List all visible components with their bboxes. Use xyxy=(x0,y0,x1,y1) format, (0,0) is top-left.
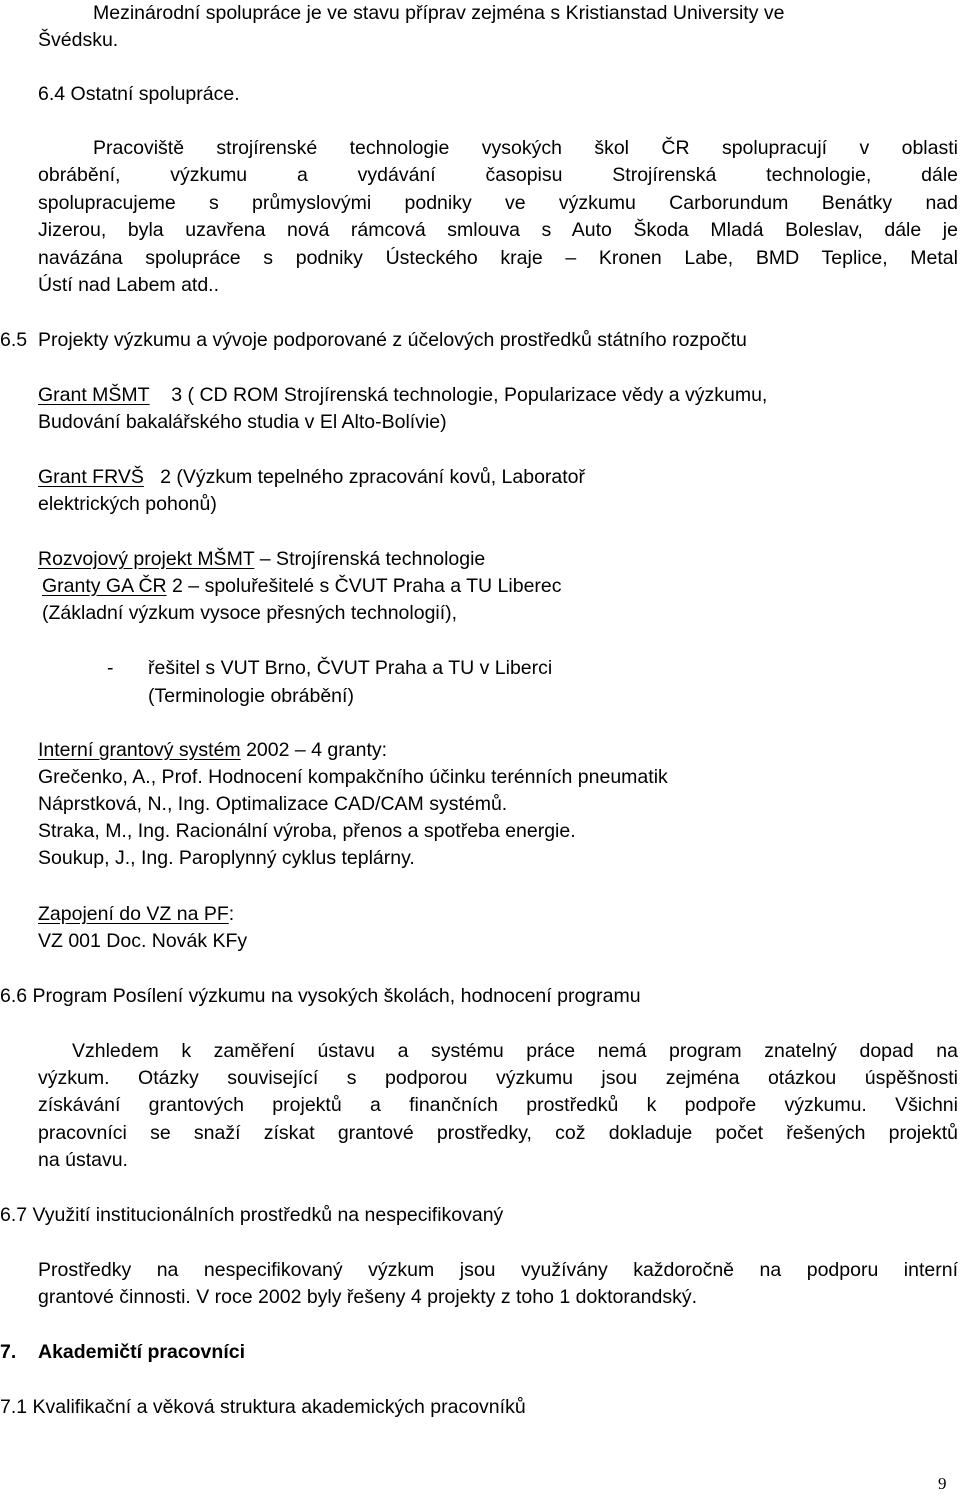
section-6-5-title: Projekty výzkumu a vývoje podporované z účelových prostředků státního rozpočtu xyxy=(38,329,747,351)
paragraph-line: Ústí nad Labem atd.. xyxy=(38,274,220,296)
section-6-7-line-1: Prostředky na nespecifikovaný výzkum jsou využívány každoročně na podporu interní xyxy=(38,1259,958,1281)
rozvoj-label: Rozvojový projekt MŠMT xyxy=(38,548,255,570)
paragraph-line: na ústavu. xyxy=(38,1149,128,1171)
paragraph-line: obrábění, výzkumu a vydávání časopisu Strojírenská technologie, dále xyxy=(38,164,958,186)
grant-frvs-text: 2 (Výzkum tepelného zpracování kovů, Laboratoř xyxy=(160,466,586,488)
paragraph-line: Jizerou, byla uzavřena nová rámcová smlouva s Auto Škoda Mladá Boleslav, dále je xyxy=(38,219,958,241)
paragraph-line: Vzhledem k zaměření ústavu a systému práce nemá program znatelný dopad na xyxy=(72,1040,958,1062)
grant-frvs-line-2: elektrických pohonů) xyxy=(38,493,217,515)
interni-label: Interní grantový systém xyxy=(38,739,241,761)
section-7-1-heading: 7.1 Kvalifikační a věková struktura akademických pracovníků xyxy=(0,1396,526,1418)
ga-label: Granty GA ČR xyxy=(42,575,167,597)
grant-item: Soukup, J., Ing. Paroplynný cyklus teplárny. xyxy=(38,847,415,869)
intro-line-1: Mezinárodní spolupráce je ve stavu příprav zejména s Kristianstad University ve xyxy=(93,2,785,24)
vz-colon: : xyxy=(228,903,235,925)
grant-msmt-text: 3 ( CD ROM Strojírenská technologie, Popularizace vědy a výzkumu, xyxy=(171,384,768,406)
list-dash: - xyxy=(107,657,114,679)
resitel-line-2: (Terminologie obrábění) xyxy=(148,685,354,707)
paragraph-line: pracovníci se snaží získat grantové prostředky, což dokladuje počet řešených projektů xyxy=(38,1122,958,1144)
paragraph-line: spolupracujeme s průmyslovými podniky ve výzkumu Carborundum Benátky nad xyxy=(38,192,958,214)
grant-item: Straka, M., Ing. Racionální výroba, přenos a spotřeba energie. xyxy=(38,820,576,842)
vz-heading xyxy=(38,901,234,928)
section-7-title: Akademičtí pracovníci xyxy=(38,1341,245,1363)
rozvoj-text: – Strojírenská technologie xyxy=(259,548,486,570)
rozvoj-line xyxy=(38,546,485,573)
grant-item: Náprstková, N., Ing. Optimalizace CAD/CAM systémů. xyxy=(38,793,508,815)
grant-msmt-line-2: Budování bakalářského studia v El Alto-Bolívie) xyxy=(38,411,447,433)
interni-line xyxy=(38,737,387,764)
vz-line: VZ 001 Doc. Novák KFy xyxy=(38,930,248,952)
section-6-5-number: 6.5 xyxy=(0,329,28,351)
ga-text: 2 – spoluřešitelé s ČVUT Praha a TU Liberec xyxy=(172,575,562,597)
paragraph-line: získávání grantových projektů a finančních prostředků k podpoře výzkumu. Všichni xyxy=(38,1094,958,1116)
page-number: 9 xyxy=(938,1474,947,1493)
intro-line-2: Švédsku. xyxy=(38,29,119,51)
grant-frvs-line-1 xyxy=(38,464,585,491)
paragraph-line: navázána spolupráce s podniky Ústeckého kraje – Kronen Labe, BMD Teplice, Metal xyxy=(38,247,958,269)
section-6-7-line-2: grantové činnosti. V roce 2002 byly řešeny 4 projekty z toho 1 doktorandský. xyxy=(38,1286,698,1308)
grant-msmt-line-1 xyxy=(38,382,767,409)
interni-text: 2002 – 4 granty: xyxy=(240,739,388,761)
vz-label: Zapojení do VZ na PF xyxy=(38,903,229,925)
section-7-number: 7. xyxy=(0,1341,17,1363)
section-6-4-heading: 6.4 Ostatní spolupráce. xyxy=(38,83,240,105)
paragraph-line: výzkum. Otázky související s podporou výzkumu jsou zejména otázkou úspěšnosti xyxy=(38,1067,958,1089)
section-6-6-heading: 6.6 Program Posílení výzkumu na vysokých školách, hodnocení programu xyxy=(0,985,641,1007)
grant-item: Grečenko, A., Prof. Hodnocení kompakčního účinku terénních pneumatik xyxy=(38,766,668,788)
grant-msmt-label: Grant MŠMT xyxy=(38,384,150,406)
grant-frvs-label: Grant FRVŠ xyxy=(38,466,144,488)
paragraph-line: Pracoviště strojírenské technologie vysokých škol ČR spolupracují v oblasti xyxy=(93,137,958,159)
resitel-line-1: řešitel s VUT Brno, ČVUT Praha a TU v Liberci xyxy=(148,657,553,679)
ga-line xyxy=(42,573,562,600)
ga-line-2: (Základní výzkum vysoce přesných technologií), xyxy=(42,602,458,624)
section-6-7-heading: 6.7 Využití institucionálních prostředků na nespecifikovaný xyxy=(0,1204,504,1226)
